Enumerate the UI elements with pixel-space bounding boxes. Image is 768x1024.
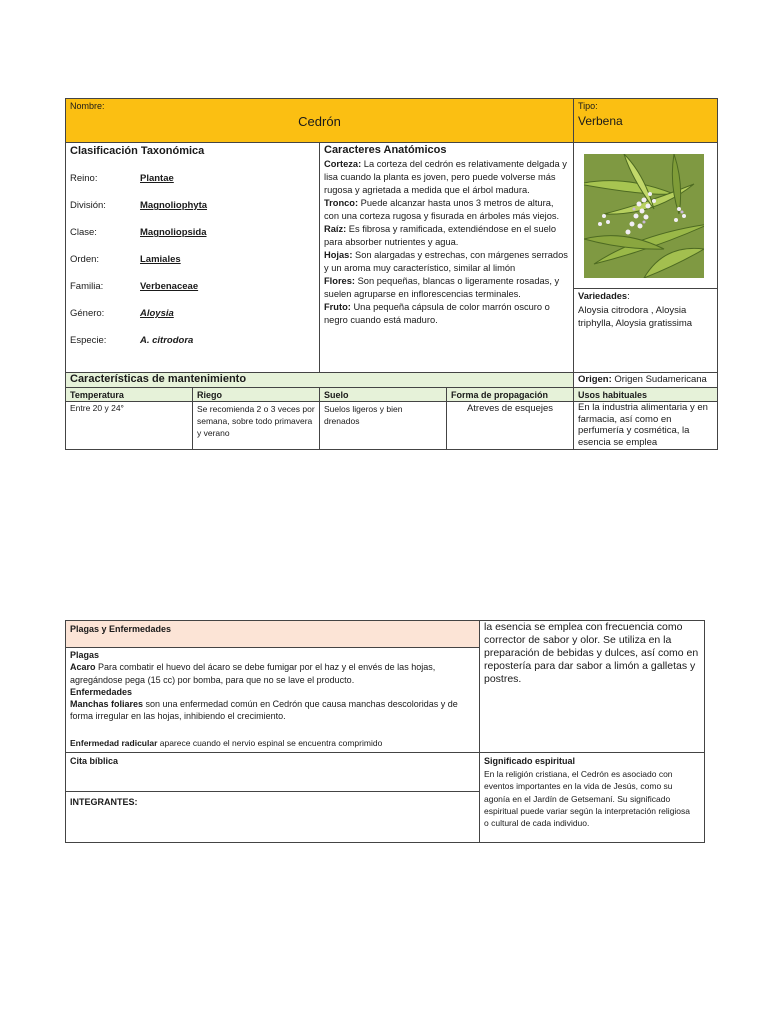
tipo-cell xyxy=(573,98,718,143)
cedron-plant-image xyxy=(584,154,704,278)
plant-name: Cedrón xyxy=(298,114,341,129)
col-propagacion: Forma de propagación xyxy=(446,387,574,402)
origen-cell xyxy=(573,372,718,388)
nombre-label: Nombre: xyxy=(70,101,105,111)
taxonomia-title: Clasificación Taxonómica xyxy=(70,145,205,157)
col-suelo: Suelo xyxy=(319,387,447,402)
mantenimiento-header xyxy=(65,372,574,388)
plagas-header-cell xyxy=(65,620,480,648)
plagas-title: Plagas xyxy=(70,650,100,660)
radicular-paragraph: Enfermedad radicular aparece cuando el nervio espinal se encuentra comprimido xyxy=(70,737,383,748)
tipo-value: Verbena xyxy=(578,114,623,128)
anatomicos-cell xyxy=(319,142,574,373)
ficha-table xyxy=(65,98,718,450)
hojas-item: Hojas: Son alargadas y estrechas, con márgenes serrados y un aroma muy característico, similar al limón xyxy=(324,250,568,273)
nombre-cell xyxy=(65,98,574,143)
anatomicos-title: Caracteres Anatómicos xyxy=(324,144,447,156)
manchas-paragraph: Manchas foliares son una enfermedad común en Cedrón que causa manchas descoloridas y de forma irregular en las hojas, inhibiendo el crecimiento. xyxy=(70,699,458,722)
plagas-text xyxy=(70,649,475,749)
usos-value: En la industria alimentaria y en farmacia, así como en perfumería y cosmética, la esencia se emplea xyxy=(578,402,708,448)
col-usos: Usos habituales xyxy=(573,387,718,402)
cita-cell xyxy=(65,752,480,792)
cita-label: Cita bíblica xyxy=(70,756,119,766)
integrantes-label: INTEGRANTES: xyxy=(70,797,138,807)
propagacion-cell xyxy=(446,401,574,450)
riego-value: Se recomienda 2 o 3 veces por semana, sobre todo primavera y verano xyxy=(197,404,315,438)
suelo-cell xyxy=(319,401,447,450)
segunda-table xyxy=(65,620,705,843)
enfermedades-title: Enfermedades xyxy=(70,686,133,697)
temperatura-cell xyxy=(65,401,193,450)
anatomicos-text xyxy=(324,158,570,327)
origen-text: Origen: Origen Sudamericana xyxy=(578,374,707,385)
variedades-text: Aloysia citrodora , Aloysia triphylla, Aloysia gratissima xyxy=(578,305,693,329)
mantenimiento-title: Características de mantenimiento xyxy=(70,373,247,385)
plagas-header: Plagas y Enfermedades xyxy=(70,624,172,634)
raiz-item: Raíz: Es fibrosa y ramificada, extendiéndose en el suelo para absorber nutrientes y agua. xyxy=(324,224,557,247)
tronco-item: Tronco: Puede alcanzar hasta unos 3 metros de altura, con una corteza rugosa y fisurada en árboles más viejos. xyxy=(324,198,560,221)
acaro-paragraph: Acaro Para combatir el huevo del ácaro se debe fumigar por el haz y el envés de las hojas, agregándose pega (15 cc) por bomba, para que no se lave el producto. xyxy=(70,662,436,685)
usos-cell xyxy=(573,401,718,450)
tipo-label: Tipo: xyxy=(578,101,598,111)
significado-label: Significado espiritual xyxy=(484,756,576,766)
temperatura-value: Entre 20 y 24° xyxy=(70,403,124,413)
col-temperatura: Temperatura xyxy=(65,387,193,402)
photo-cell xyxy=(573,142,718,289)
fruto-item: Fruto: Una pequeña cápsula de color marrón oscuro o negro cuando está maduro. xyxy=(324,302,550,325)
significado-cell xyxy=(479,752,705,843)
integrantes-cell xyxy=(65,791,480,843)
usos-cont-cell xyxy=(479,620,705,753)
variedades-label: Variedades: xyxy=(578,291,630,301)
usos-cont-text: la esencia se emplea con frecuencia como corrector de sabor y olor. Se utiliza en la preparación de bebidas y dulces, así como en repostería para dar sabor a limón a galletas y postres. xyxy=(484,621,699,685)
riego-cell xyxy=(192,401,320,450)
propagacion-value: Atreves de esquejes xyxy=(466,403,554,414)
variedades-cell xyxy=(573,288,718,373)
suelo-value: Suelos ligeros y bien drenados xyxy=(324,404,403,426)
significado-text: En la religión cristiana, el Cedrón es asociado con eventos importantes en la vida de Jesús, como su agonía en el Jardín de Getsemaní. Su significado espiritual puede variar según la interpretación religiosa o cultural de cada individuo. xyxy=(484,769,691,829)
flores-item: Flores: Son pequeñas, blancas o ligeramente rosadas, y suelen agruparse en inflorescencias terminales. xyxy=(324,276,560,299)
col-riego: Riego xyxy=(192,387,320,402)
taxonomia-cell: Clasificación Taxonómica Reino: Plantae División: Magnoliophyta Clase: Magnoliopsida Orden: Lamiales Familia: Verbenaceae Género: Aloysia Especie: A. citrodora xyxy=(65,142,320,373)
plagas-body-cell xyxy=(65,647,480,753)
corteza-item: Corteza: La corteza del cedrón es relativamente delgada y lisa cuando la planta es joven, pero puede volverse más rugosa y agrietada a medida que el árbol madura. xyxy=(324,159,567,195)
